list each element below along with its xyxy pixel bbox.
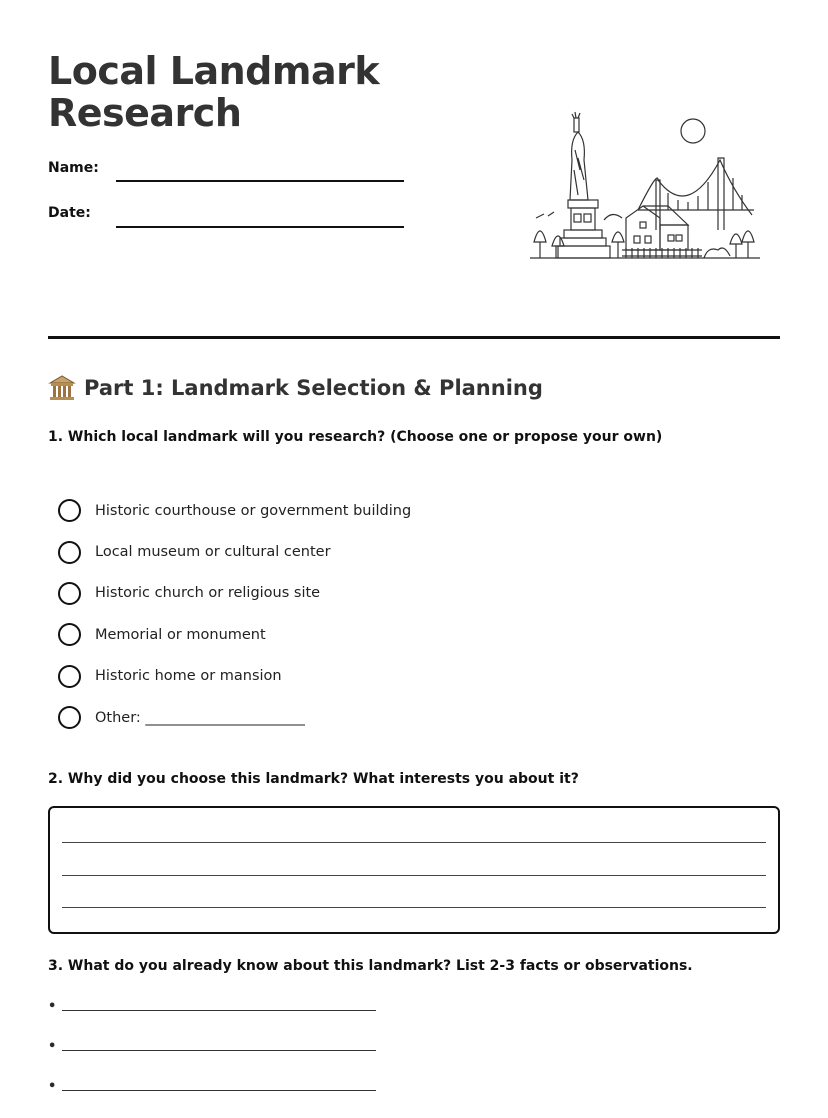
fact-line[interactable]	[48, 1039, 376, 1054]
name-field[interactable]	[116, 180, 404, 182]
option-memorial[interactable]	[58, 614, 411, 655]
title-line-2: Research	[48, 91, 242, 135]
part1-title: Part 1: Landmark Selection & Planning	[84, 376, 543, 400]
bullet: •	[48, 1039, 57, 1054]
radio-button[interactable]	[58, 499, 81, 522]
city-landmark-illustration	[528, 110, 764, 266]
answer-line	[62, 842, 766, 843]
name-label: Name:	[48, 160, 99, 176]
landmark-options	[58, 490, 411, 738]
option-label: Historic courthouse or government building	[95, 502, 412, 519]
write-line	[62, 1050, 376, 1051]
bullet: •	[48, 1079, 57, 1094]
option-label: Memorial or monument	[95, 626, 266, 643]
date-label: Date:	[48, 205, 91, 221]
part1-heading	[48, 374, 543, 402]
radio-button[interactable]	[58, 706, 81, 729]
answer-box[interactable]	[48, 806, 780, 934]
classical-building-icon	[48, 374, 76, 402]
question-2: 2. Why did you choose this landmark? What interests you about it?	[48, 771, 579, 787]
option-label: Historic home or mansion	[95, 668, 282, 685]
option-other[interactable]	[58, 697, 411, 738]
question-1: 1. Which local landmark will you research? (Choose one or propose your own)	[48, 429, 663, 445]
title-line-1: Local Landmark	[48, 49, 380, 93]
section-divider	[48, 336, 780, 339]
radio-button[interactable]	[58, 582, 81, 605]
option-label: Other: ______________________	[95, 709, 305, 726]
answer-line	[62, 875, 766, 876]
date-field[interactable]	[116, 226, 404, 228]
bullet: •	[48, 999, 57, 1014]
write-line	[62, 1090, 376, 1091]
fact-line[interactable]	[48, 999, 376, 1014]
page-title	[48, 50, 379, 134]
radio-button[interactable]	[58, 665, 81, 688]
option-historic-home[interactable]	[58, 656, 411, 697]
fact-line[interactable]	[48, 1079, 376, 1094]
option-church[interactable]	[58, 573, 411, 614]
radio-button[interactable]	[58, 541, 81, 564]
answer-line	[62, 907, 766, 908]
option-courthouse[interactable]	[58, 490, 411, 531]
radio-button[interactable]	[58, 623, 81, 646]
option-label: Local museum or cultural center	[95, 544, 331, 561]
question-3: 3. What do you already know about this landmark? List 2-3 facts or observations.	[48, 958, 693, 974]
option-museum[interactable]	[58, 531, 411, 572]
option-label: Historic church or religious site	[95, 585, 321, 602]
write-line	[62, 1010, 376, 1011]
